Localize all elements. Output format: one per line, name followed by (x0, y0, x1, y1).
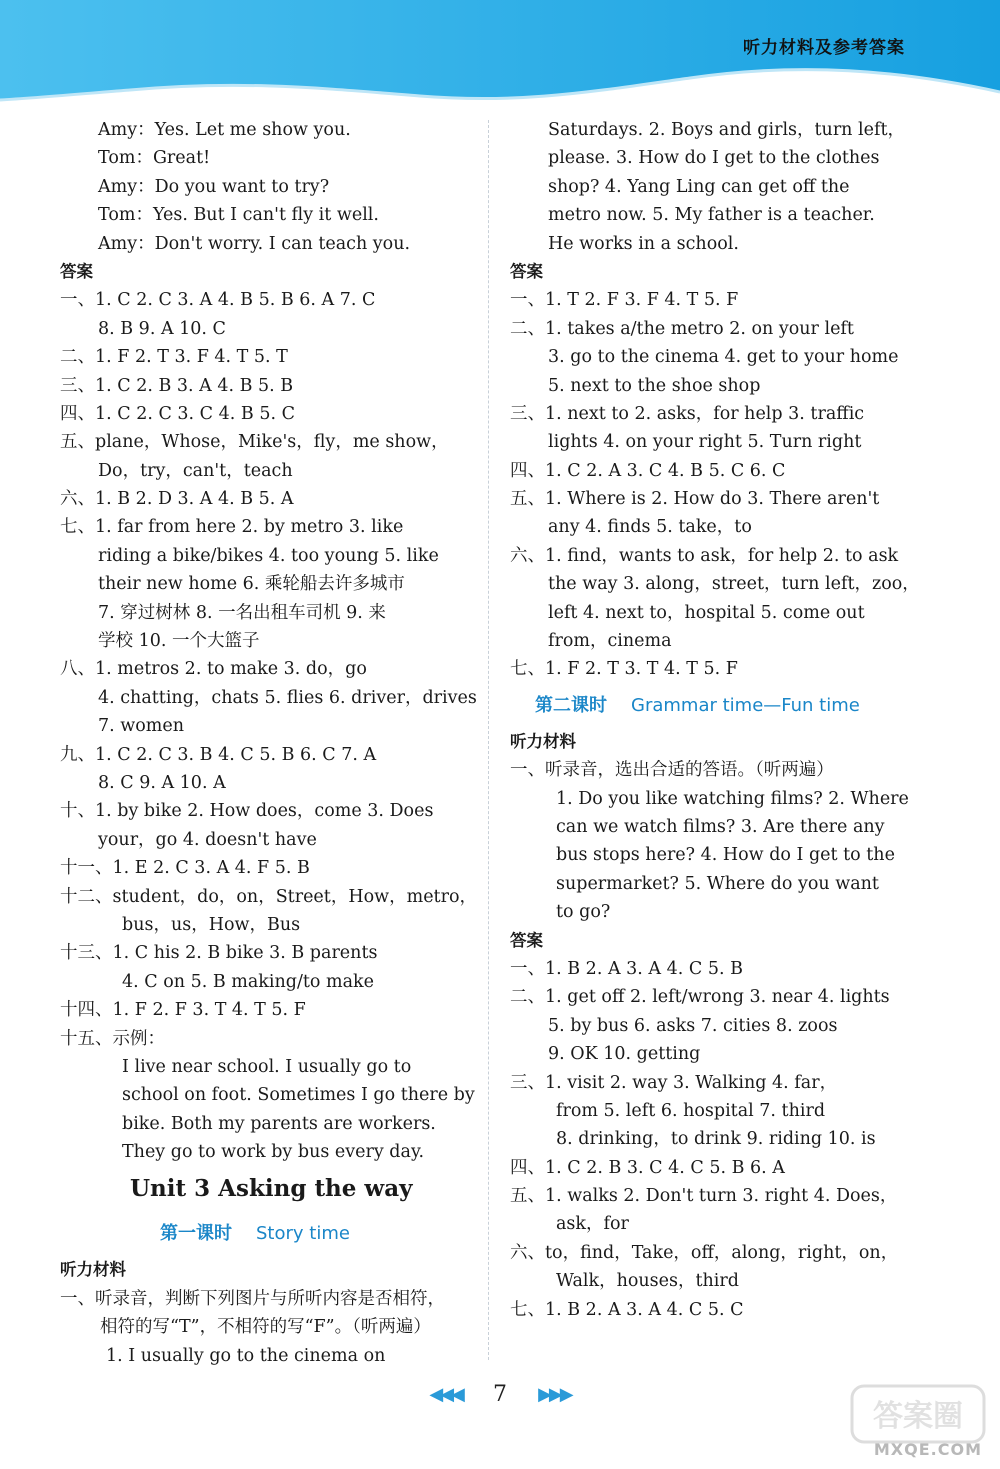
answer-line: 八、1. metros 2. to make 3. do，go (60, 659, 367, 680)
answer-line: their new home 6. 乘轮船去许多城市 (98, 574, 405, 595)
next-arrows-icon: ▶▶▶ (538, 1384, 571, 1405)
answer-line: 1. Do you like watching films? 2. Where (556, 788, 909, 809)
answer-line: 7. women (98, 716, 184, 737)
answer-line: any 4. finds 5. take，to (548, 517, 752, 538)
answer-line: 一、1. C 2. C 3. A 4. B 5. B 6. A 7. C (60, 290, 376, 311)
prev-arrows-icon: ◀◀◀ (429, 1384, 462, 1405)
answer-line: Amy：Yes. Let me show you. (98, 120, 351, 140)
answer-line: can we watch films? 3. Are there any (556, 816, 885, 837)
column-divider (488, 120, 490, 1360)
answer-line: 5. by bus 6. asks 7. cities 8. zoos (548, 1015, 838, 1036)
answer-line: 5. next to the shoe shop (548, 375, 761, 396)
lesson-title: Story time (256, 1223, 350, 1245)
answer-line: 十五、示例： (60, 1028, 165, 1049)
answer-line: from 5. left 6. hospital 7. third (556, 1100, 826, 1121)
answer-line: 一、1. T 2. F 3. F 4. T 5. F (510, 290, 739, 311)
section-heading: 听力材料 (510, 731, 576, 751)
answer-line: Tom：Yes. But I can't fly it well. (98, 205, 379, 226)
answer-line: 四、1. C 2. B 3. C 4. C 5. B 6. A (510, 1157, 785, 1178)
answer-line: Do，try，can't，teach (98, 460, 293, 481)
answer-line: 六、to，find，Take，off，along，right，on， (510, 1242, 899, 1263)
answer-line: 学校 10. 一个大篮子 (98, 631, 260, 652)
watermark-site: MXQE.COM (873, 1440, 982, 1459)
answer-line: bus stops here? 4. How do I get to the (556, 845, 895, 866)
answer-line: 三、1. next to 2. asks，for help 3. traffic (510, 403, 865, 424)
page-number: 7 (493, 1382, 507, 1407)
answer-line: 五、1. walks 2. Don't turn 3. right 4. Does， (510, 1186, 898, 1207)
answer-line: 十、1. by bike 2. How does，come 3. Does (60, 801, 434, 822)
section-heading: 答案 (60, 261, 93, 281)
answer-line: He works in a school. (548, 233, 739, 254)
answer-line: school on foot. Sometimes I go there by (122, 1085, 475, 1106)
answer-line: 8. C 9. A 10. A (98, 772, 226, 793)
answer-line: 一、1. B 2. A 3. A 4. C 5. B (510, 958, 743, 979)
answer-line: 三、1. C 2. B 3. A 4. B 5. B (60, 375, 294, 396)
answer-line: 4. C on 5. B making/to make (122, 971, 374, 992)
right-column (510, 116, 930, 1324)
answer-line: They go to work by bus every day. (122, 1142, 425, 1163)
answer-line: left 4. next to，hospital 5. come out (548, 602, 865, 623)
answer-line: 七、1. far from here 2. by metro 3. like (60, 517, 404, 538)
answer-line: 五、1. Where is 2. How do 3. There aren't (510, 489, 880, 510)
unit-title: Unit 3 Asking the way (130, 1175, 413, 1203)
answer-line: riding a bike/bikes 4. too young 5. like (98, 545, 439, 566)
answer-line: to go? (556, 902, 611, 923)
answer-line: 六、1. B 2. D 3. A 4. B 5. A (60, 489, 294, 510)
svg-text:答案圈: 答案圈 (873, 1399, 963, 1434)
answer-line: 二、1. takes a/the metro 2. on your left (510, 318, 854, 339)
answer-line: shop? 4. Yang Ling can get off the (548, 176, 850, 197)
answer-line: 六、1. find，wants to ask，for help 2. to ask (510, 545, 899, 566)
answer-line: Amy：Don't worry. I can teach you. (98, 233, 411, 254)
answer-line: lights 4. on your right 5. Turn right (548, 432, 862, 453)
answer-line: 七、1. F 2. T 3. T 4. T 5. F (510, 659, 738, 680)
answer-line: 7. 穿过树林 8. 一名出租车司机 9. 来 (98, 602, 386, 623)
answer-line: 十三、1. C his 2. B bike 3. B parents (60, 943, 378, 964)
lesson-title: Grammar time—Fun time (631, 694, 860, 716)
answer-line: 二、1. F 2. T 3. F 4. T 5. T (60, 347, 288, 368)
answer-line: 七、1. B 2. A 3. A 4. C 5. C (510, 1299, 744, 1320)
answer-line: 3. go to the cinema 4. get to your home (548, 347, 899, 368)
answer-line: 相符的写“T”，不相符的写“F”。（听两遍） (100, 1317, 431, 1338)
answer-line: your，go 4. doesn't have (98, 829, 317, 850)
answer-line: 十一、1. E 2. C 3. A 4. F 5. B (60, 858, 310, 879)
answer-line: bike. Both my parents are workers. (122, 1113, 436, 1134)
lesson-number: 第二课时 (535, 694, 607, 716)
answer-line: 8. drinking，to drink 9. riding 10. is (556, 1129, 876, 1150)
answer-line: 一、听录音，选出合适的答语。（听两遍） (510, 760, 834, 781)
answer-line: 8. B 9. A 10. C (98, 318, 226, 339)
answer-line: Saturdays. 2. Boys and girls，turn left， (548, 120, 905, 140)
left-column (60, 116, 480, 1370)
answer-line: 四、1. C 2. C 3. C 4. B 5. C (60, 403, 295, 424)
answer-line: 四、1. C 2. A 3. C 4. B 5. C 6. C (510, 460, 786, 481)
answer-line: bus，us，How，Bus (122, 914, 301, 935)
answer-line: 一、听录音，判断下列图片与所听内容是否相符， (60, 1288, 445, 1309)
lesson-heading (60, 1212, 480, 1256)
answer-line: Amy：Do you want to try? (98, 176, 330, 197)
answer-line: Tom：Great! (98, 148, 211, 169)
answer-line: 4. chatting，chats 5. flies 6. driver，drives (98, 687, 477, 708)
lesson-number: 第一课时 (160, 1223, 232, 1245)
answer-line: please. 3. How do I get to the clothes (548, 148, 880, 169)
header-title: 听力材料及参考答案 (743, 38, 905, 58)
answer-line: from，cinema (548, 631, 672, 652)
answer-line: 二、1. get off 2. left/wrong 3. near 4. lights (510, 987, 890, 1008)
section-heading: 听力材料 (60, 1260, 126, 1280)
answer-line: supermarket? 5. Where do you want (556, 873, 879, 894)
answer-line: 十二、student，do，on，Street，How，metro， (60, 886, 477, 907)
answer-line: I live near school. I usually go to (122, 1056, 412, 1077)
answer-line: Walk，houses，third (556, 1271, 739, 1292)
answer-line: 1. I usually go to the cinema on (106, 1345, 386, 1366)
answer-line: the way 3. along，street，turn left，zoo， (548, 574, 920, 595)
answer-line: ask，for (556, 1214, 629, 1235)
section-heading: 答案 (510, 930, 543, 950)
answer-line: 五、plane，Whose，Mike's，fly，me show， (60, 432, 449, 453)
answer-line: 九、1. C 2. C 3. B 4. C 5. B 6. C 7. A (60, 744, 377, 765)
answer-line: 9. OK 10. getting (548, 1044, 701, 1065)
answer-line: 十四、1. F 2. F 3. T 4. T 5. F (60, 1000, 306, 1021)
answer-line: 三、1. visit 2. way 3. Walking 4. far， (510, 1072, 838, 1093)
answer-line: metro now. 5. My father is a teacher. (548, 205, 875, 226)
lesson-heading (510, 684, 930, 728)
section-heading: 答案 (510, 261, 543, 281)
